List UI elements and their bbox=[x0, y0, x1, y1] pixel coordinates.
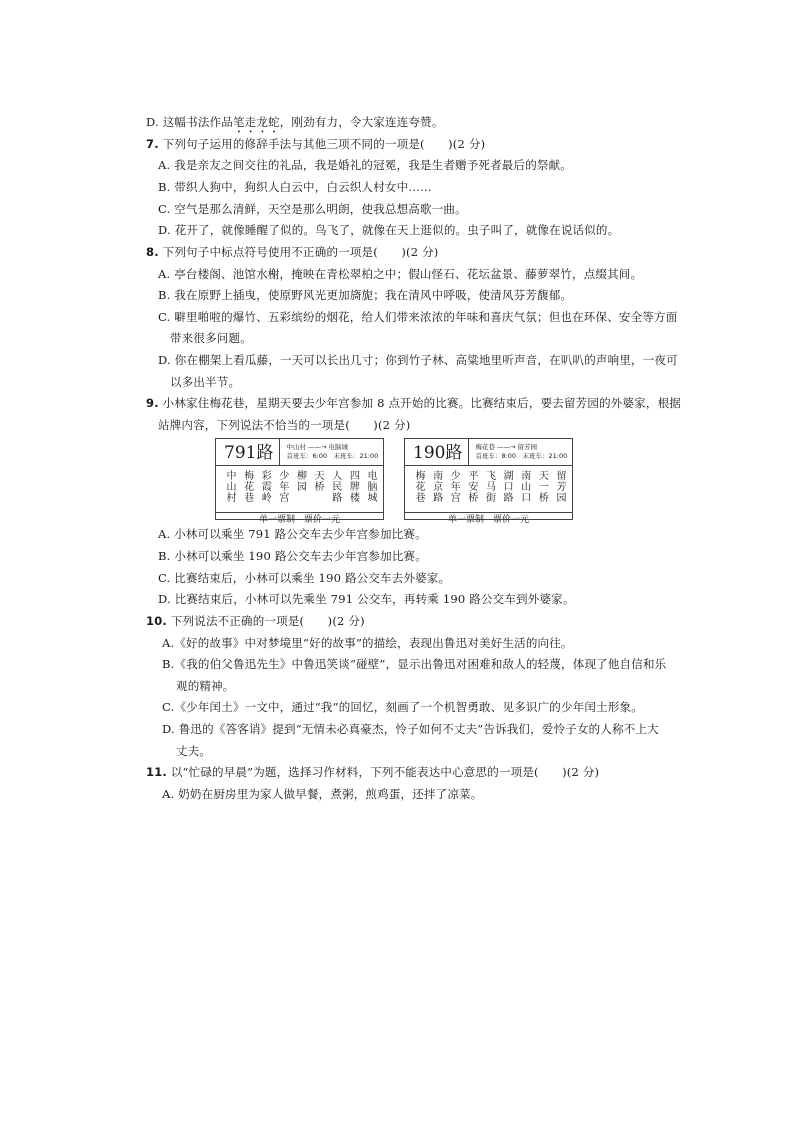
bus-sign-190 bbox=[404, 438, 573, 525]
q8-option-c-cont: 带来很多问题。 bbox=[170, 331, 252, 345]
q9-option-b: B. 小林可以乘坐 190 路公交车去少年宫参加比赛。 bbox=[158, 549, 427, 563]
route-direction: 梅花巷 ——→ 留芳园 bbox=[475, 443, 538, 451]
q6-option-d: D. 这幅书法作品笔走龙蛇，刚劲有力，令大家连连夸赞。 bbox=[146, 115, 444, 129]
q10-option-b: B.《我的伯父鲁迅先生》中鲁迅笑谈“碰壁”，显示出鲁迅对困难和敌人的轻蔑，体现了他自信和乐 bbox=[162, 657, 667, 671]
route-number: 791路 bbox=[216, 439, 280, 465]
stop-list bbox=[216, 466, 383, 513]
q7-option-b: B. 带织人狗中，狗织人白云中，白云织人村女中…… bbox=[158, 180, 432, 194]
stop-name: 梅花巷 bbox=[413, 470, 424, 503]
q7-option-a: A. 我是亲友之间交往的礼品，我是婚礼的冠冕，我是生者赠予死者最后的祭献。 bbox=[158, 158, 573, 172]
q9-option-c: C. 比赛结束后，小林可以乘坐 190 路公交车去外婆家。 bbox=[158, 571, 451, 585]
stop-name: 人民路 bbox=[329, 470, 341, 503]
q10-option-d: D. 鲁迅的《答客诮》提到“无情未必真豪杰，怜子如何不丈夫”告诉我们，爱怜子女的人称不上大 bbox=[162, 722, 659, 736]
dotted-phrase: 笔走龙蛇 bbox=[232, 115, 280, 129]
route-times: 首班车：6:00 末班车：21:00 bbox=[286, 452, 379, 460]
question-10: 10. 下列说法不正确的一项是( )(2 分) bbox=[146, 614, 365, 628]
stop-name: 中山村 bbox=[224, 470, 235, 503]
q8-option-a: A. 亭台楼阁、池馆水榭，掩映在青松翠柏之中；假山怪石、花坛盆景、藤萝翠竹，点缀其间。 bbox=[158, 267, 643, 281]
q10-option-d-cont: 丈夫。 bbox=[176, 744, 212, 758]
stop-name: 留芳园 bbox=[554, 470, 565, 503]
stop-name: 四牌楼 bbox=[347, 470, 359, 503]
q10-option-c: C.《少年闰土》一文中，通过“我”的回忆，刻画了一个机智勇敢、见多识广的少年闰土形象。 bbox=[162, 700, 643, 714]
stop-name: 南山口 bbox=[518, 470, 530, 503]
q9-option-a: A. 小林可以乘坐 791 路公交车去少年宫参加比赛。 bbox=[158, 527, 427, 541]
route-direction: 中山村 ——→ 电脑城 bbox=[286, 443, 349, 451]
fare-info: 单一票制 票价一元 bbox=[447, 515, 529, 525]
q8-option-b: B. 我在原野上插曳，使原野风光更加旖旎；我在清风中呼吸，使清风芬芳馥郁。 bbox=[158, 288, 573, 302]
q7-option-d: D. 花开了，就像睡醒了似的。鸟飞了，就像在天上逛似的。虫子叫了，就像在说话似的。 bbox=[158, 223, 620, 237]
stop-name: 平安桥 bbox=[465, 470, 477, 503]
question-8: 8. 下列句子中标点符号使用不正确的一项是( )(2 分) bbox=[146, 245, 439, 259]
bus-sign-791 bbox=[215, 438, 384, 525]
route-number: 190路 bbox=[405, 439, 469, 465]
q10-option-a: A.《好的故事》中对梦境里“好的故事”的描绘，表现出鲁迅对美好生活的向往。 bbox=[162, 636, 573, 650]
q8-option-d-cont: 以多出半节。 bbox=[170, 375, 241, 389]
q8-option-d: D. 你在棚架上看瓜藤，一天可以长出几寸；你到竹子林、高粱地里听声音，在叭叭的声响里，一夜可 bbox=[158, 353, 678, 367]
stop-name: 天桥 bbox=[312, 470, 324, 492]
stop-name: 湖口路 bbox=[501, 470, 513, 503]
stop-name: 少年宫 bbox=[448, 470, 460, 503]
stop-name: 少年宫 bbox=[276, 470, 288, 503]
stop-name: 梅花巷 bbox=[241, 470, 253, 503]
q10-option-b-cont: 观的精神。 bbox=[176, 679, 235, 693]
stop-name: 柳园 bbox=[294, 470, 306, 492]
route-times: 首班车：8:00 末班车：21:00 bbox=[475, 452, 568, 460]
stop-name: 天一桥 bbox=[536, 470, 548, 503]
q11-option-a: A. 奶奶在厨房里为家人做早餐，煮粥，煎鸡蛋，还拌了凉菜。 bbox=[162, 787, 483, 801]
stop-list bbox=[405, 466, 572, 513]
question-7: 7. 下列句子运用的修辞手法与其他三项不同的一项是( )(2 分) bbox=[146, 137, 486, 151]
q7-option-c: C. 空气是那么清鲜，天空是那么明朗，使我总想高歌一曲。 bbox=[158, 202, 467, 216]
stop-name: 彩霞岭 bbox=[259, 470, 271, 503]
stop-name: 南京路 bbox=[430, 470, 442, 503]
question-9-cont: 站牌内容，下列说法不恰当的一项是( )(2 分) bbox=[158, 418, 411, 432]
q8-option-c: C. 噼里啪啦的爆竹、五彩缤纷的烟花，给人们带来浓浓的年味和喜庆气氛；但也在环保、安全等方面 bbox=[158, 310, 678, 324]
question-9: 9. 小林家住梅花巷，星期天要去少年宫参加 8 点开始的比赛。比赛结束后，要去留芳园的外婆家，根据 bbox=[146, 396, 681, 410]
q9-option-d: D. 比赛结束后，小林可以先乘坐 791 公交车，再转乘 190 路公交车到外婆家。 bbox=[158, 592, 575, 606]
question-11: 11. 以“忙碌的早晨”为题，选择习作材料，下列不能表达中心意思的一项是( )(2 分) bbox=[146, 765, 600, 779]
stop-name: 飞马街 bbox=[483, 470, 495, 503]
stop-name: 电脑城 bbox=[365, 470, 376, 503]
fare-info: 单一票制 票价一元 bbox=[258, 515, 340, 525]
